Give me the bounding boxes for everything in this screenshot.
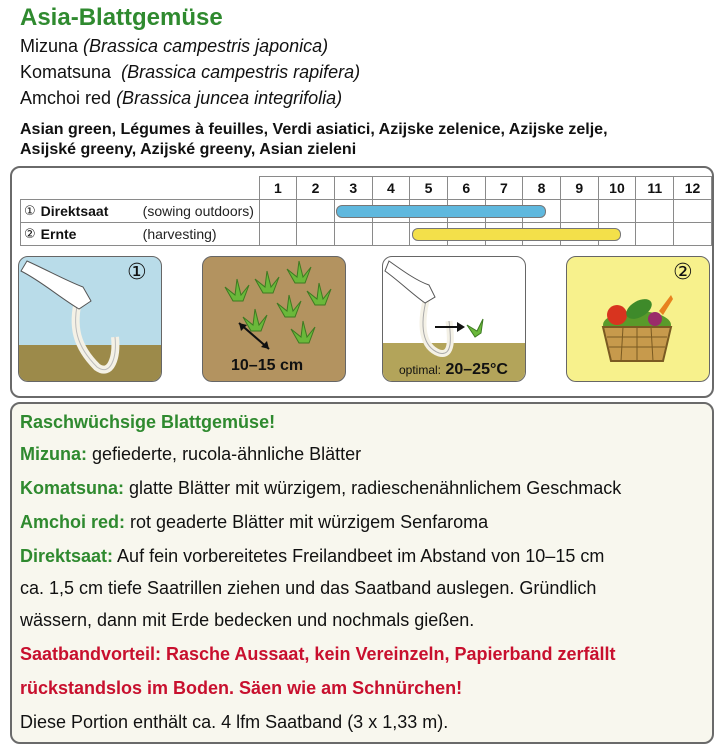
komatsuna-label: Komatsuna: [20, 478, 125, 498]
headline-text: Raschwüchsige Blattgemüse! [20, 412, 276, 432]
mizuna-label: Mizuna: [20, 444, 87, 464]
row-label [21, 223, 260, 246]
month-cell: 8 [523, 177, 561, 200]
harvest-period-bar [412, 228, 621, 241]
row-label-main: Ernte [40, 226, 77, 242]
month-cell: 4 [372, 177, 410, 200]
variety-latin: (Brassica juncea integrifolia) [116, 88, 343, 108]
amchoi-text: rot geaderte Blätter mit würzigem Senfaroma [125, 512, 489, 532]
step-2-badge: ② [673, 259, 693, 284]
mizuna-line [20, 442, 361, 466]
panel-spacing [202, 256, 346, 382]
calendar-header-row [21, 177, 712, 200]
names-line-1: Asian green, Légumes à feuilles, Verdi asiatici, Azijske zelenice, Azijske zelje, [20, 121, 608, 138]
direktsaat-line-1 [20, 544, 604, 568]
advantage-line-2: rückstandslos im Boden. Säen wie am Schnürchen! [20, 678, 463, 698]
variety-name: Mizuna [20, 36, 79, 56]
spacing-label: 10–15 cm [231, 357, 304, 374]
temperature-label [399, 361, 508, 379]
sowing-period-bar [336, 205, 545, 218]
komatsuna-line [20, 476, 621, 500]
variety-komatsuna [20, 62, 360, 83]
advantage-line-1: Saatbandvorteil: Rasche Aussaat, kein Vereinzeln, Papierband zerfällt [20, 644, 616, 664]
calendar-corner [21, 177, 260, 200]
month-cell: 10 [598, 177, 636, 200]
step-number: ② [24, 226, 36, 241]
month-cell: 2 [297, 177, 335, 200]
row-label-sub: (sowing outdoors) [142, 203, 254, 219]
names-line-2: Asijské greeny, Azijské greeny, Asian zieleni [20, 141, 357, 158]
direktsaat-line-2: ca. 1,5 cm tiefe Saatrillen ziehen und das Saatband auslegen. Gründlich [20, 578, 597, 598]
komatsuna-text: glatte Blätter mit würzigem, radieschenähnlichem Geschmack [124, 478, 622, 498]
sowing-calendar [10, 166, 714, 398]
direktsaat-label: Direktsaat: [20, 546, 114, 566]
variety-latin: (Brassica campestris rapifera) [121, 62, 361, 82]
variety-amchoi [20, 88, 342, 109]
row-label [21, 200, 260, 223]
product-title: Asia-Blattgemüse [20, 4, 223, 31]
amchoi-line [20, 510, 488, 534]
panel-sowing [18, 256, 162, 382]
panel-temperature [382, 256, 526, 382]
multilingual-names [20, 120, 710, 160]
portion-line: Diese Portion enthält ca. 4 lfm Saatband (3 x 1,33 m). [20, 712, 449, 732]
month-cell: 1 [259, 177, 297, 200]
month-cell: 9 [560, 177, 598, 200]
month-cell: 12 [674, 177, 712, 200]
step-1-badge: ① [127, 259, 147, 284]
row-label-main: Direktsaat [40, 203, 109, 219]
optimal-prefix: optimal: [399, 363, 442, 377]
month-cell: 7 [485, 177, 523, 200]
variety-latin: (Brassica campestris japonica) [83, 36, 329, 56]
step-number: ① [24, 203, 36, 218]
month-cell: 6 [447, 177, 485, 200]
panel-harvest [566, 256, 710, 382]
mizuna-text: gefiederte, rucola-ähnliche Blätter [87, 444, 362, 464]
row-label-sub: (harvesting) [142, 226, 217, 242]
amchoi-label: Amchoi red: [20, 512, 126, 532]
variety-mizuna [20, 36, 328, 57]
direktsaat-line-3: wässern, dann mit Erde bedecken und nochmals gießen. [20, 610, 475, 630]
month-cell: 5 [410, 177, 448, 200]
month-cell: 11 [636, 177, 674, 200]
description-box [10, 402, 714, 744]
month-cell: 3 [334, 177, 372, 200]
variety-name: Komatsuna [20, 62, 117, 82]
variety-name: Amchoi red [20, 88, 112, 108]
optimal-temperature: 20–25°C [445, 361, 508, 378]
headline [20, 410, 275, 434]
direktsaat-text: Auf fein vorbereitetes Freilandbeet im Abstand von 10–15 cm [113, 546, 605, 566]
